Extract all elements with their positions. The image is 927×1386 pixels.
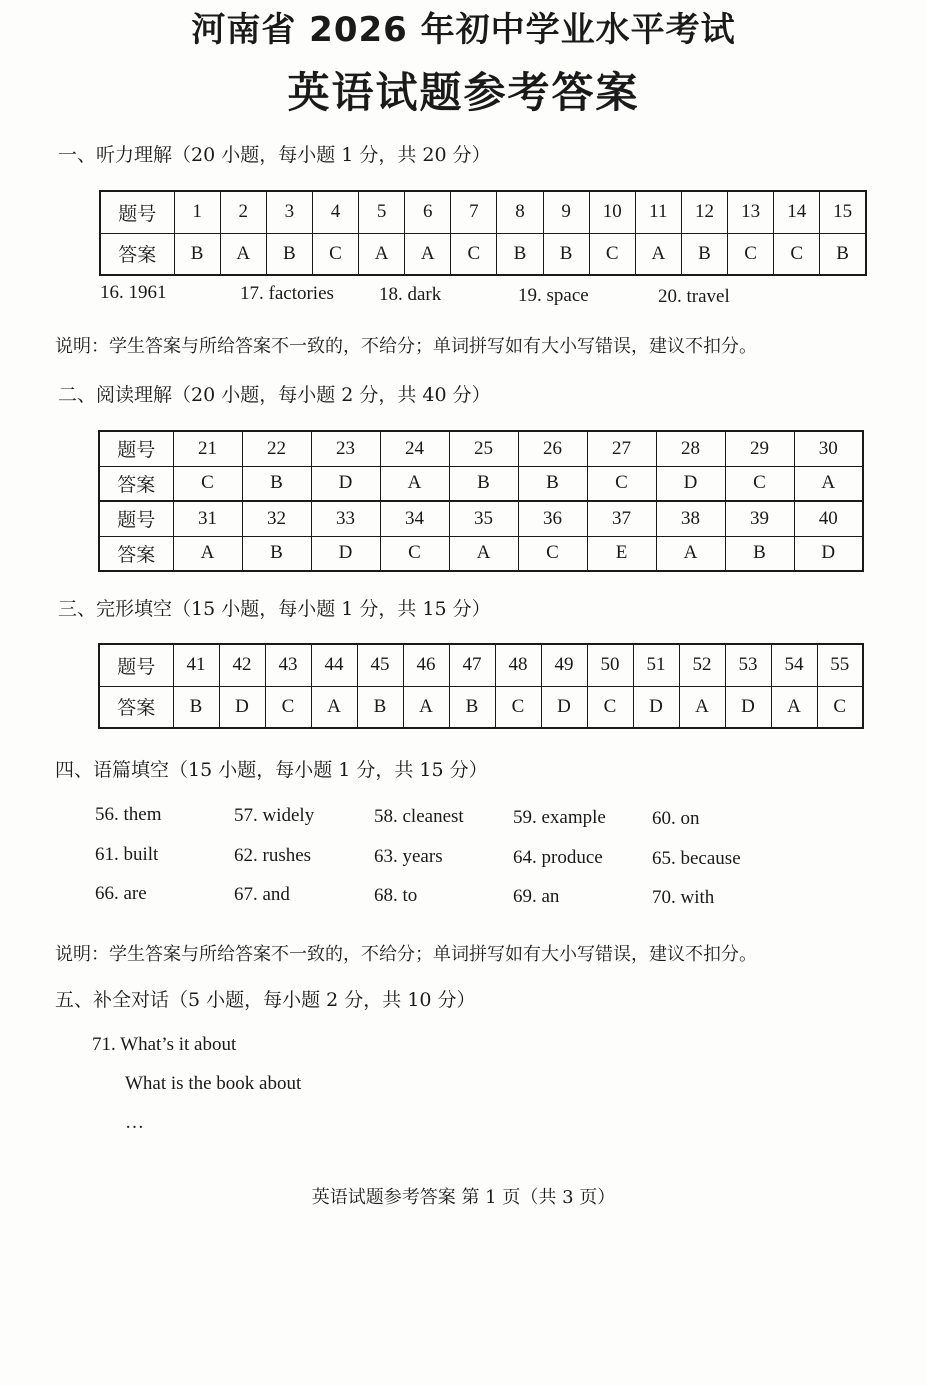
section1-answer-table (99, 190, 867, 276)
fill-answer-17: 17. factories (240, 283, 334, 304)
section1-note: 说明：学生答案与所给答案不一致的，不给分；单词拼写如有大小写错误，建议不扣分。 (55, 336, 757, 357)
answer-cell: C (451, 233, 497, 275)
answer-cell: C (265, 686, 311, 728)
section2-heading: 二、阅读理解（20 小题，每小题 2 分，共 40 分） (58, 384, 491, 406)
fill-answer-16: 16. 1961 (100, 282, 167, 303)
question-number-cell: 26 (518, 431, 587, 466)
answer-cell: A (679, 686, 725, 728)
fill-answer: 64. produce (513, 847, 603, 868)
document-title: 河南省 2026 年初中学业水平考试 (191, 10, 736, 50)
question-number-cell: 48 (495, 644, 541, 686)
question-number-cell: 51 (633, 644, 679, 686)
answer-cell: C (587, 466, 656, 501)
answer-cell: A (220, 233, 266, 275)
row-label-number: 题号 (99, 501, 173, 536)
answer-cell: B (497, 233, 543, 275)
answer-cell: C (589, 233, 635, 275)
question-number-cell: 22 (242, 431, 311, 466)
answer-cell: B (543, 233, 589, 275)
row-label-number: 题号 (99, 431, 173, 466)
answer-cell: C (817, 686, 863, 728)
question-number-cell: 8 (497, 191, 543, 233)
fill-answer: 57. widely (234, 805, 315, 826)
question-number-cell: 21 (173, 431, 242, 466)
question-number-cell: 46 (403, 644, 449, 686)
table-row (100, 233, 866, 275)
question-number-cell: 52 (679, 644, 725, 686)
answer-cell: B (266, 233, 312, 275)
question-number-cell: 28 (656, 431, 725, 466)
answer-cell: D (311, 466, 380, 501)
answer-cell: A (173, 536, 242, 571)
question-number-cell: 10 (589, 191, 635, 233)
fill-answer: 59. example (513, 807, 606, 828)
question-number-cell: 47 (449, 644, 495, 686)
fill-answer: 70. with (652, 887, 715, 908)
section4-heading: 四、语篇填空（15 小题，每小题 1 分，共 15 分） (55, 759, 488, 781)
answer-cell: D (725, 686, 771, 728)
question-number-cell: 39 (725, 501, 794, 536)
answer-cell: C (725, 466, 794, 501)
question-number-cell: 7 (451, 191, 497, 233)
answer-cell: B (681, 233, 727, 275)
question-number-cell: 4 (312, 191, 358, 233)
table-row (99, 431, 863, 466)
question-number-cell: 43 (265, 644, 311, 686)
answer-cell: A (794, 466, 863, 501)
answer-cell: B (449, 686, 495, 728)
row-label-answer: 答案 (100, 233, 174, 275)
question-number-cell: 5 (359, 191, 405, 233)
fill-answer: 67. and (234, 884, 290, 905)
section1-heading: 一、听力理解（20 小题，每小题 1 分，共 20 分） (58, 144, 491, 166)
fill-answer: 69. an (513, 886, 560, 907)
question-number-cell: 34 (380, 501, 449, 536)
question-number-cell: 29 (725, 431, 794, 466)
answer-cell: A (449, 536, 518, 571)
answer-cell: A (380, 466, 449, 501)
question-number-cell: 13 (728, 191, 774, 233)
table-row (99, 536, 863, 571)
fill-answer: 56. them (95, 804, 162, 825)
answer-cell: D (633, 686, 679, 728)
table-row (99, 644, 863, 686)
answer-cell: D (656, 466, 725, 501)
answer-cell: B (820, 233, 866, 275)
answer-cell: D (219, 686, 265, 728)
question-number-cell: 1 (174, 191, 220, 233)
answer-cell: A (405, 233, 451, 275)
question-number-cell: 42 (219, 644, 265, 686)
fill-answer: 68. to (374, 885, 418, 906)
answer-cell: B (449, 466, 518, 501)
answer-cell: C (587, 686, 633, 728)
answer-cell: B (357, 686, 403, 728)
question-number-cell: 15 (820, 191, 866, 233)
answer-cell: B (173, 686, 219, 728)
question-number-cell: 30 (794, 431, 863, 466)
dialogue-answer-71: 71. What’s it about (92, 1034, 237, 1055)
ellipsis: … (125, 1112, 144, 1133)
answer-cell: B (518, 466, 587, 501)
question-number-cell: 38 (656, 501, 725, 536)
section5-heading: 五、补全对话（5 小题，每小题 2 分，共 10 分） (55, 989, 476, 1011)
answer-cell: C (495, 686, 541, 728)
question-number-cell: 25 (449, 431, 518, 466)
answer-cell: C (173, 466, 242, 501)
section4-note: 说明：学生答案与所给答案不一致的，不给分；单词拼写如有大小写错误，建议不扣分。 (55, 944, 757, 965)
answer-cell: A (656, 536, 725, 571)
question-number-cell: 32 (242, 501, 311, 536)
answer-cell: A (359, 233, 405, 275)
fill-answer: 61. built (95, 844, 159, 865)
fill-answer: 60. on (652, 808, 700, 829)
fill-answer: 62. rushes (234, 845, 312, 866)
section3-heading: 三、完形填空（15 小题，每小题 1 分，共 15 分） (58, 598, 491, 620)
answer-cell: D (541, 686, 587, 728)
question-number-cell: 23 (311, 431, 380, 466)
answer-cell: B (242, 466, 311, 501)
answer-cell: B (242, 536, 311, 571)
question-number-cell: 44 (311, 644, 357, 686)
question-number-cell: 31 (173, 501, 242, 536)
question-number-cell: 35 (449, 501, 518, 536)
table-row (100, 191, 866, 233)
question-number-cell: 55 (817, 644, 863, 686)
question-number-cell: 11 (635, 191, 681, 233)
question-number-cell: 2 (220, 191, 266, 233)
answer-cell: A (771, 686, 817, 728)
question-number-cell: 37 (587, 501, 656, 536)
row-label-answer: 答案 (99, 466, 173, 501)
answer-cell: B (725, 536, 794, 571)
question-number-cell: 14 (774, 191, 820, 233)
fill-answer: 58. cleanest (374, 806, 464, 827)
question-number-cell: 36 (518, 501, 587, 536)
question-number-cell: 24 (380, 431, 449, 466)
table-row (99, 501, 863, 536)
question-number-cell: 12 (681, 191, 727, 233)
dialogue-answer-71-alt: What is the book about (125, 1073, 302, 1094)
answer-cell: C (518, 536, 587, 571)
row-label-number: 题号 (100, 191, 174, 233)
question-number-cell: 3 (266, 191, 312, 233)
question-number-cell: 33 (311, 501, 380, 536)
answer-cell: B (174, 233, 220, 275)
fill-answer-18: 18. dark (379, 284, 442, 305)
fill-answer: 63. years (374, 846, 443, 867)
question-number-cell: 9 (543, 191, 589, 233)
answer-cell: C (728, 233, 774, 275)
row-label-answer: 答案 (99, 686, 173, 728)
answer-cell: C (312, 233, 358, 275)
question-number-cell: 50 (587, 644, 633, 686)
answer-cell: A (403, 686, 449, 728)
table-row (99, 686, 863, 728)
section3-answer-table (98, 643, 864, 729)
section2-answer-table (98, 430, 864, 572)
answer-cell: A (635, 233, 681, 275)
question-number-cell: 45 (357, 644, 403, 686)
question-number-cell: 27 (587, 431, 656, 466)
answer-cell: C (380, 536, 449, 571)
row-label-answer: 答案 (99, 536, 173, 571)
fill-answer: 66. are (95, 883, 147, 904)
page-footer: 英语试题参考答案 第 1 页（共 3 页） (311, 1187, 616, 1208)
question-number-cell: 54 (771, 644, 817, 686)
answer-cell: A (311, 686, 357, 728)
fill-answer-20: 20. travel (658, 286, 730, 307)
answer-cell: C (774, 233, 820, 275)
question-number-cell: 49 (541, 644, 587, 686)
question-number-cell: 6 (405, 191, 451, 233)
table-row (99, 466, 863, 501)
answer-cell: D (311, 536, 380, 571)
question-number-cell: 40 (794, 501, 863, 536)
fill-answer-19: 19. space (518, 285, 589, 306)
document-subtitle: 英语试题参考答案 (287, 68, 640, 117)
row-label-number: 题号 (99, 644, 173, 686)
answer-cell: D (794, 536, 863, 571)
fill-answer: 65. because (652, 848, 741, 869)
question-number-cell: 41 (173, 644, 219, 686)
question-number-cell: 53 (725, 644, 771, 686)
answer-cell: E (587, 536, 656, 571)
